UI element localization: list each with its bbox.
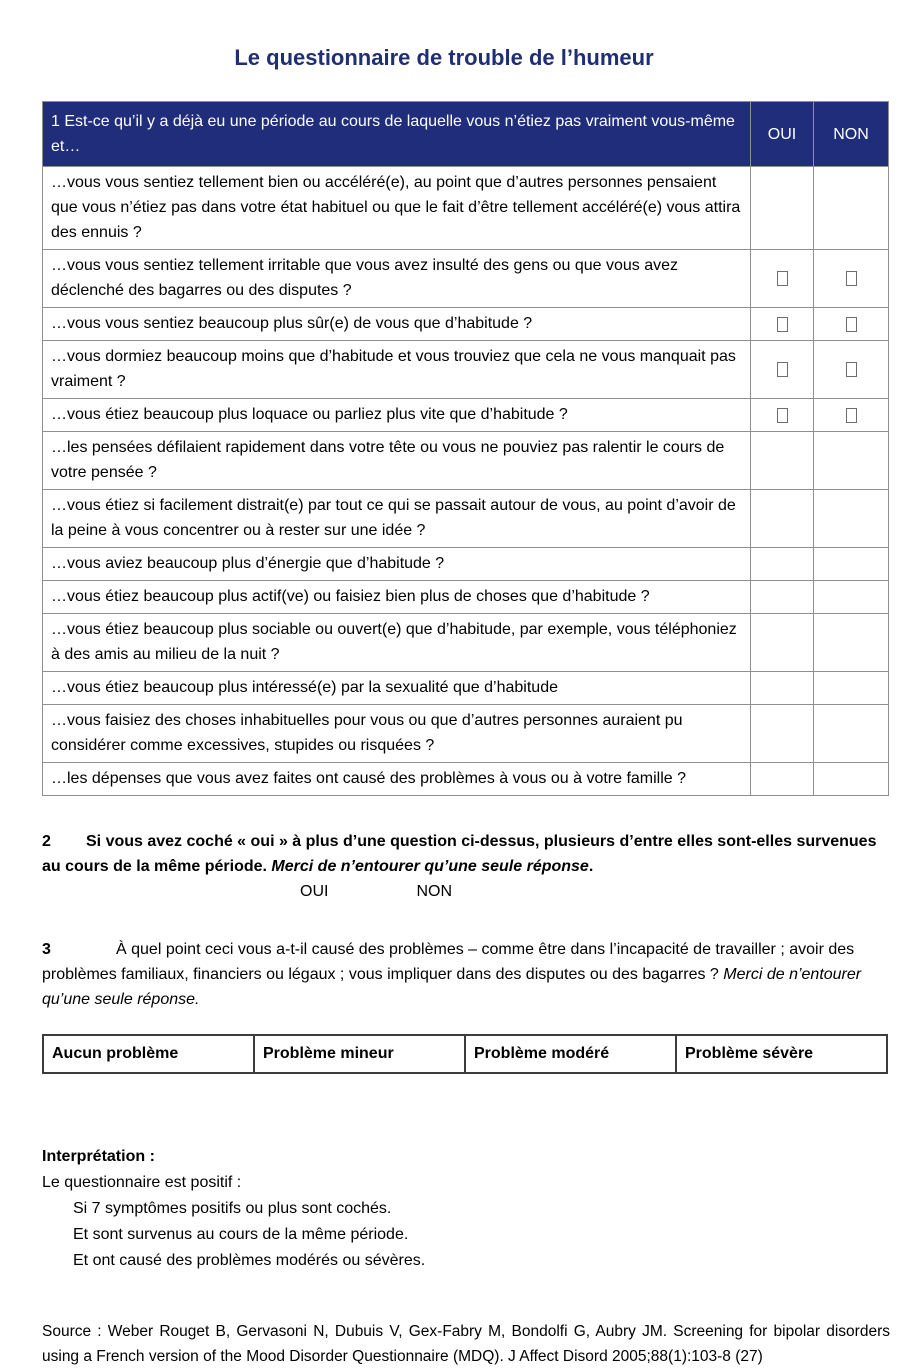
oui-answer-cell: [751, 167, 814, 250]
question-text: …vous étiez beaucoup plus loquace ou parliez plus vite que d’habitude ?: [43, 399, 751, 432]
oui-answer-cell: [751, 672, 814, 705]
oui-answer-cell: [751, 490, 814, 548]
table-row: [43, 581, 889, 614]
oui-answer-cell: [751, 399, 814, 432]
question-2-text: Si vous avez coché « oui » à plus d’une question ci-dessus, plusieurs d’entre elles sont-elles survenues au cours de la même période.: [42, 833, 877, 875]
non-answer-cell: [814, 432, 889, 490]
empty-checkbox-icon: [846, 271, 857, 286]
non-answer-cell: [814, 250, 889, 308]
question-text: …vous vous sentiez tellement irritable que vous avez insulté des gens ou que vous avez déclenché des bagarres ou des disputes ?: [43, 250, 751, 308]
table-row: [43, 167, 889, 250]
oui-answer-cell: [751, 763, 814, 796]
question-text: …vous faisiez des choses inhabituelles pour vous ou que d’autres personnes auraient pu considérer comme excessives, stupides ou risquées ?: [43, 705, 751, 763]
severity-row: [43, 1035, 887, 1073]
empty-checkbox-icon: [846, 408, 857, 423]
table-row: [43, 614, 889, 672]
question-rows: [43, 167, 889, 796]
question-text: …vous étiez beaucoup plus sociable ou ouvert(e) que d’habitude, par exemple, vous téléphoniez à des amis au milieu de la nuit ?: [43, 614, 751, 672]
table-row: [43, 705, 889, 763]
severity-table: [42, 1034, 888, 1074]
oui-answer-cell: [751, 250, 814, 308]
oui-answer-cell: [751, 432, 814, 490]
empty-checkbox-icon: [777, 362, 788, 377]
option-non: NON: [416, 883, 453, 900]
table-row: [43, 432, 889, 490]
empty-checkbox-icon: [777, 271, 788, 286]
question-2-number: 2: [42, 833, 51, 850]
page-title: Le questionnaire de trouble de l’humeur: [234, 45, 654, 70]
interpretation-criterion: Et sont survenus au cours de la même période.: [73, 1226, 409, 1243]
interpretation-intro: Le questionnaire est positif :: [42, 1174, 242, 1191]
question-text: …vous étiez beaucoup plus intéressé(e) par la sexualité que d’habitude: [43, 672, 751, 705]
empty-checkbox-icon: [846, 317, 857, 332]
question-text: …les pensées défilaient rapidement dans votre tête ou vous ne pouviez pas ralentir le cours de votre pensée ?: [43, 432, 751, 490]
non-answer-cell: [814, 763, 889, 796]
table-row: [43, 672, 889, 705]
table-header-row: [43, 102, 889, 167]
interpretation-criterion: Si 7 symptômes positifs ou plus sont cochés.: [73, 1200, 392, 1217]
question-2-tail: .: [588, 858, 594, 875]
non-answer-cell: [814, 490, 889, 548]
question-text: …vous étiez beaucoup plus actif(ve) ou faisiez bien plus de choses que d’habitude ?: [43, 581, 751, 614]
oui-answer-cell: [751, 614, 814, 672]
interpretation-heading: Interprétation :: [42, 1148, 155, 1165]
oui-answer-cell: [751, 341, 814, 399]
question-text: …vous dormiez beaucoup moins que d’habitude et vous trouviez que cela ne vous manquait pas vraiment ?: [43, 341, 751, 399]
severity-option: Aucun problème: [43, 1035, 254, 1073]
table-row: [43, 490, 889, 548]
non-answer-cell: [814, 705, 889, 763]
table-row: [43, 399, 889, 432]
column-header-oui: OUI: [751, 102, 814, 167]
non-answer-cell: [814, 167, 889, 250]
question-3-number: 3: [42, 941, 51, 958]
question-text: …vous vous sentiez tellement bien ou accéléré(e), au point que d’autres personnes pensaient que vous n’étiez pas dans votre état habituel ou que le fait d’être tellement accéléré(e) vous attira des ennuis ?: [43, 167, 751, 250]
interpretation-criterion: Et ont causé des problèmes modérés ou sévères.: [73, 1252, 426, 1269]
table-row: [43, 341, 889, 399]
question-text: …vous vous sentiez beaucoup plus sûr(e) de vous que d’habitude ?: [43, 308, 751, 341]
non-answer-cell: [814, 614, 889, 672]
severity-option: Problème modéré: [465, 1035, 676, 1073]
table-row: [43, 250, 889, 308]
non-answer-cell: [814, 548, 889, 581]
non-answer-cell: [814, 581, 889, 614]
oui-answer-cell: [751, 548, 814, 581]
question-text: …les dépenses que vous avez faites ont causé des problèmes à vous ou à votre famille ?: [43, 763, 751, 796]
table-row: [43, 763, 889, 796]
question-text: …vous aviez beaucoup plus d’énergie que d’habitude ?: [43, 548, 751, 581]
question-1-header: 1 Est-ce qu’il y a déjà eu une période au cours de laquelle vous n’étiez pas vraiment vous-même et…: [43, 102, 751, 167]
question-3-instruction: Merci de n’entourer qu’une seule réponse.: [42, 966, 862, 1008]
interpretation-criteria: [42, 1196, 888, 1274]
question-text: …vous étiez si facilement distrait(e) par tout ce qui se passait autour de vous, au point d’avoir de la peine à vous concentrer ou à rester sur une idée ?: [43, 490, 751, 548]
oui-answer-cell: [751, 308, 814, 341]
non-answer-cell: [814, 341, 889, 399]
empty-checkbox-icon: [777, 317, 788, 332]
severity-option: Problème sévère: [676, 1035, 887, 1073]
source-citation: Source : Weber Rouget B, Gervasoni N, Dubuis V, Gex-Fabry M, Bondolfi G, Aubry JM. Screening for bipolar disorders using a French version of the Mood Disorder Questionnaire (MDQ). J Affect Disord 2005;88(1):103-8 (27): [42, 1323, 890, 1365]
interpretation-section: [42, 1144, 888, 1274]
severity-option: Problème mineur: [254, 1035, 465, 1073]
option-oui: OUI: [300, 883, 329, 900]
column-header-non: NON: [814, 102, 889, 167]
non-answer-cell: [814, 308, 889, 341]
question-2-instruction: Merci de n’entourer qu’une seule réponse: [271, 858, 589, 875]
table-row: [43, 548, 889, 581]
empty-checkbox-icon: [846, 362, 857, 377]
question-2: [42, 829, 888, 879]
question-2-options: [42, 879, 923, 904]
non-answer-cell: [814, 672, 889, 705]
non-answer-cell: [814, 399, 889, 432]
question-3-text: À quel point ceci vous a-t-il causé des problèmes – comme être dans l’incapacité de travailler ; avoir des problèmes familiaux, financiers ou légaux ; vous impliquer dans des disputes ou des bagarres ?: [42, 941, 855, 983]
question-3: [42, 937, 888, 1012]
table-row: [43, 308, 889, 341]
empty-checkbox-icon: [777, 408, 788, 423]
oui-answer-cell: [751, 705, 814, 763]
document-page: [0, 45, 923, 1365]
questionnaire-table: [42, 101, 889, 796]
oui-answer-cell: [751, 581, 814, 614]
